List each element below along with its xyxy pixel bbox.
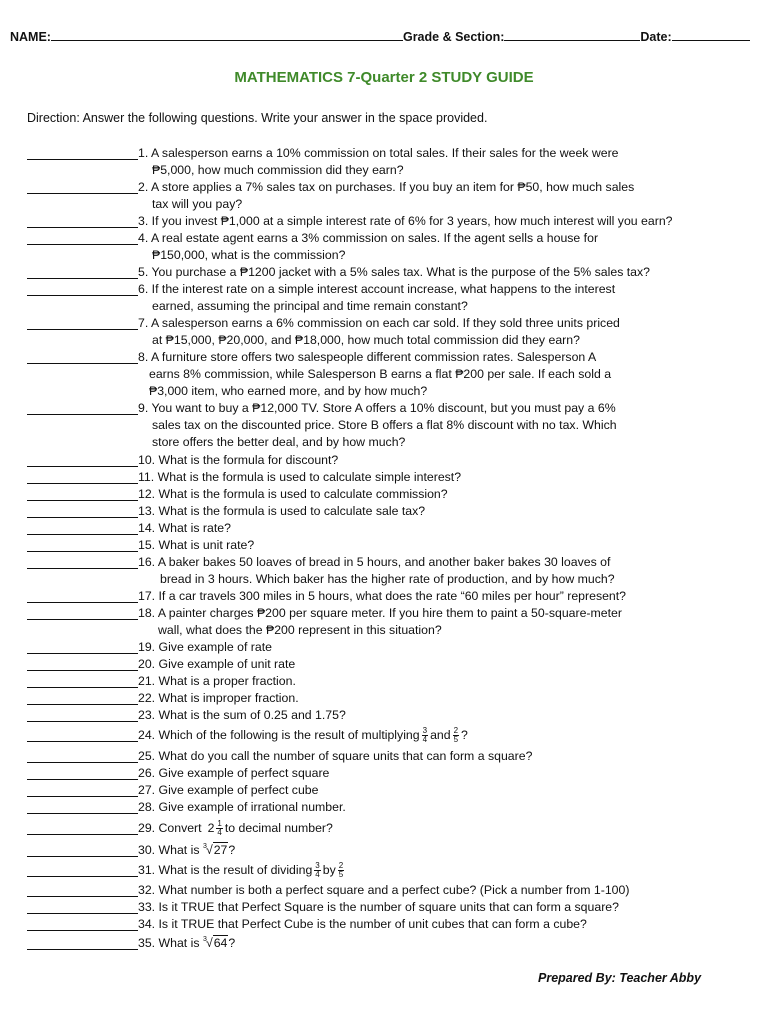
fraction-denominator: 4 xyxy=(422,735,428,745)
question-line: 29. Convert xyxy=(138,821,202,835)
question-text xyxy=(138,899,619,916)
question-line: at ₱15,000, ₱20,000, and ₱18,000, how much total commission did they earn? xyxy=(152,333,580,347)
question-line: ₱3,000 item, who earned more, and by how much? xyxy=(149,384,428,398)
question-line: 23. What is the sum of 0.25 and 1.75? xyxy=(138,708,346,722)
answer-blank[interactable] xyxy=(27,896,138,897)
question-text xyxy=(138,707,346,724)
answer-blank[interactable] xyxy=(27,414,138,415)
question-text xyxy=(138,588,626,605)
radical-sign: √ xyxy=(205,843,213,857)
question-continuation xyxy=(152,247,345,264)
direction-text: Direction: Answer the following questions. Write your answer in the space provided. xyxy=(27,111,488,125)
question-line: 1. A salesperson earns a 10% commission on total sales. If their sales for the week were xyxy=(138,146,619,160)
question-line: 9. You want to buy a ₱12,000 TV. Store A offers a 10% discount, but you must pay a 6% xyxy=(138,401,616,415)
question-continuation xyxy=(149,366,611,383)
question-text xyxy=(138,520,231,537)
question-line: 22. What is improper fraction. xyxy=(138,691,299,705)
question-line: 3. If you invest ₱1,000 at a simple interest rate of 6% for 3 years, how much interest will you earn? xyxy=(138,214,673,228)
question-text xyxy=(138,842,235,859)
radical-sign: √ xyxy=(205,936,213,950)
fraction xyxy=(422,727,428,744)
question-line: ? xyxy=(228,843,236,857)
question-continuation xyxy=(152,434,405,451)
answer-blank[interactable] xyxy=(27,930,138,931)
question-line: 16. A baker bakes 50 loaves of bread in 5 hours, and another baker bakes 30 loaves of xyxy=(138,555,611,569)
question-line: 30. What is xyxy=(138,843,200,857)
grade-section-field[interactable] xyxy=(504,29,640,41)
question-line: ₱5,000, how much commission did they earn? xyxy=(152,163,404,177)
date-label: Date: xyxy=(640,30,672,44)
question-text xyxy=(138,452,338,469)
question-line: 11. What is the formula is used to calculate simple interest? xyxy=(138,470,462,484)
question-text xyxy=(138,486,448,503)
question-text xyxy=(138,230,598,247)
fraction-numerator: 3 xyxy=(422,726,428,736)
answer-blank[interactable] xyxy=(27,329,138,330)
answer-blank[interactable] xyxy=(27,619,138,620)
question-line: to decimal number? xyxy=(224,821,333,835)
question-line: by xyxy=(322,863,336,877)
question-text xyxy=(138,349,596,366)
answer-blank[interactable] xyxy=(27,483,138,484)
answer-blank[interactable] xyxy=(27,687,138,688)
question-line: ? xyxy=(228,936,236,950)
name-label: NAME: xyxy=(10,30,51,44)
question-text xyxy=(138,656,295,673)
question-line: 24. Which of the following is the result of multiplying xyxy=(138,728,420,742)
question-line: tax will you pay? xyxy=(152,197,243,211)
answer-blank[interactable] xyxy=(27,653,138,654)
answer-blank[interactable] xyxy=(27,193,138,194)
answer-blank[interactable] xyxy=(27,813,138,814)
answer-blank[interactable] xyxy=(27,741,138,742)
prepared-by: Prepared By: Teacher Abby xyxy=(538,971,702,985)
question-line: 8. A furniture store offers two salespeople different commission rates. Salesperson A xyxy=(138,350,597,364)
question-text xyxy=(138,537,254,554)
fraction-numerator: 1 xyxy=(217,819,222,829)
question-text xyxy=(138,690,299,707)
question-text xyxy=(138,727,468,744)
fraction xyxy=(314,862,320,879)
question-text xyxy=(138,469,461,486)
question-text xyxy=(138,765,329,782)
question-line: 19. Give example of rate xyxy=(138,640,272,654)
question-line: 4. A real estate agent earns a 3% commission on sales. If the agent sells a house for xyxy=(138,231,599,245)
question-continuation xyxy=(149,383,427,400)
question-continuation xyxy=(152,162,404,179)
answer-blank[interactable] xyxy=(27,856,138,857)
question-line: ₱150,000, what is the commission? xyxy=(152,248,346,262)
answer-blank[interactable] xyxy=(27,762,138,763)
question-text xyxy=(138,605,622,622)
question-continuation xyxy=(152,332,580,349)
question-text xyxy=(138,862,346,879)
fraction-denominator: 5 xyxy=(338,870,344,880)
question-line: 7. A salesperson earns a 6% commission on each car sold. If they sold three units priced xyxy=(138,316,620,330)
question-line: 20. Give example of unit rate xyxy=(138,657,296,671)
answer-blank[interactable] xyxy=(27,534,138,535)
question-line: earned, assuming the principal and time remain constant? xyxy=(152,299,468,313)
question-line: 5. You purchase a ₱1200 jacket with a 5% sales tax. What is the purpose of the 5% sales tax? xyxy=(138,265,650,279)
question-line: bread in 3 hours. Which baker has the higher rate of production, and by how much? xyxy=(160,572,615,586)
fraction xyxy=(453,727,459,744)
answer-blank[interactable] xyxy=(27,949,138,950)
question-text xyxy=(138,554,610,571)
fraction-numerator: 3 xyxy=(315,861,320,871)
page-title: MATHEMATICS 7-Quarter 2 STUDY GUIDE xyxy=(234,69,534,86)
fraction-numerator: 2 xyxy=(453,726,459,736)
question-text xyxy=(138,315,620,332)
question-line: 14. What is rate? xyxy=(138,521,231,535)
answer-blank[interactable] xyxy=(27,278,138,279)
question-text xyxy=(138,145,619,162)
answer-blank[interactable] xyxy=(27,876,138,877)
question-line: 32. What number is both a perfect square and a perfect cube? (Pick a number from 1-100) xyxy=(138,883,630,897)
root-index: 3 xyxy=(202,843,207,850)
question-text xyxy=(138,748,532,765)
question-line: 25. What do you call the number of square units that can form a square? xyxy=(138,749,533,763)
answer-blank[interactable] xyxy=(27,602,138,603)
question-line: 6. If the interest rate on a simple interest account increase, what happens to the interest xyxy=(138,282,616,296)
mixed-whole: 2 xyxy=(207,821,215,835)
question-line: store offers the better deal, and by how much? xyxy=(152,435,406,449)
question-line: 35. What is xyxy=(138,936,200,950)
answer-blank[interactable] xyxy=(27,244,138,245)
question-text xyxy=(138,264,650,281)
answer-blank[interactable] xyxy=(27,500,138,501)
question-text xyxy=(138,179,634,196)
answer-blank[interactable] xyxy=(27,568,138,569)
question-line: 13. What is the formula is used to calculate sale tax? xyxy=(138,504,426,518)
question-text xyxy=(138,673,296,690)
question-line: and xyxy=(430,728,451,742)
question-text xyxy=(138,503,425,520)
fraction-denominator: 4 xyxy=(315,870,320,880)
answer-blank[interactable] xyxy=(27,466,138,467)
cube-root xyxy=(203,842,228,859)
question-text xyxy=(138,400,616,417)
answer-blank[interactable] xyxy=(27,670,138,671)
question-line: wall, what does the ₱200 represent in this situation? xyxy=(158,623,442,637)
answer-blank[interactable] xyxy=(27,363,138,364)
question-line: 28. Give example of irrational number. xyxy=(138,800,346,814)
question-line: 27. Give example of perfect cube xyxy=(138,783,319,797)
root-index: 3 xyxy=(202,936,207,943)
question-text xyxy=(138,935,235,952)
fraction-numerator: 2 xyxy=(338,861,344,871)
answer-blank[interactable] xyxy=(27,721,138,722)
question-text xyxy=(138,213,673,230)
answer-blank[interactable] xyxy=(27,704,138,705)
answer-blank[interactable] xyxy=(27,913,138,914)
question-text xyxy=(138,820,333,837)
question-line: 34. Is it TRUE that Perfect Cube is the number of unit cubes that can form a cube? xyxy=(138,917,587,931)
question-continuation xyxy=(158,622,442,639)
answer-blank[interactable] xyxy=(27,796,138,797)
question-line: 10. What is the formula for discount? xyxy=(138,453,339,467)
question-text xyxy=(138,799,346,816)
answer-blank[interactable] xyxy=(27,159,138,160)
answer-blank[interactable] xyxy=(27,295,138,296)
question-line: ? xyxy=(461,728,468,742)
question-line: 33. Is it TRUE that Perfect Square is the number of square units that can form a square? xyxy=(138,900,619,914)
fraction-denominator: 4 xyxy=(217,828,222,838)
question-text xyxy=(138,639,272,656)
header xyxy=(10,29,762,44)
question-line: earns 8% commission, while Salesperson B earns a flat ₱200 per sale. If each sold a xyxy=(149,367,612,381)
question-line: 12. What is the formula is used to calculate commission? xyxy=(138,487,448,501)
fraction xyxy=(338,862,344,879)
radicand: 64 xyxy=(213,936,228,950)
question-continuation xyxy=(152,196,242,213)
question-continuation xyxy=(160,571,615,588)
radicand: 27 xyxy=(213,843,228,857)
question-continuation xyxy=(152,298,468,315)
question-line: 21. What is a proper fraction. xyxy=(138,674,296,688)
question-line: 18. A painter charges ₱200 per square meter. If you hire them to paint a 50-square-meter xyxy=(138,606,622,620)
question-line: sales tax on the discounted price. Store B offers a flat 8% discount with no tax. Which xyxy=(152,418,617,432)
question-line: 31. What is the result of dividing xyxy=(138,863,313,877)
answer-blank[interactable] xyxy=(27,517,138,518)
question-line: 2. A store applies a 7% sales tax on purchases. If you buy an item for ₱50, how much sales xyxy=(138,180,635,194)
question-line: 17. If a car travels 300 miles in 5 hours, what does the rate “60 miles per hour” represent? xyxy=(138,589,627,603)
answer-blank[interactable] xyxy=(27,227,138,228)
date-field[interactable] xyxy=(672,29,750,41)
cube-root xyxy=(203,935,228,952)
question-text xyxy=(138,782,318,799)
answer-blank[interactable] xyxy=(27,551,138,552)
fraction-denominator: 5 xyxy=(453,735,459,745)
fraction xyxy=(216,820,222,837)
question-continuation xyxy=(152,417,617,434)
question-text xyxy=(138,281,615,298)
question-line: 26. Give example of perfect square xyxy=(138,766,330,780)
name-field[interactable] xyxy=(51,29,403,41)
question-text xyxy=(138,882,629,899)
question-line: 15. What is unit rate? xyxy=(138,538,255,552)
answer-blank[interactable] xyxy=(27,834,138,835)
answer-blank[interactable] xyxy=(27,779,138,780)
grade-section-label: Grade & Section: xyxy=(402,30,505,44)
